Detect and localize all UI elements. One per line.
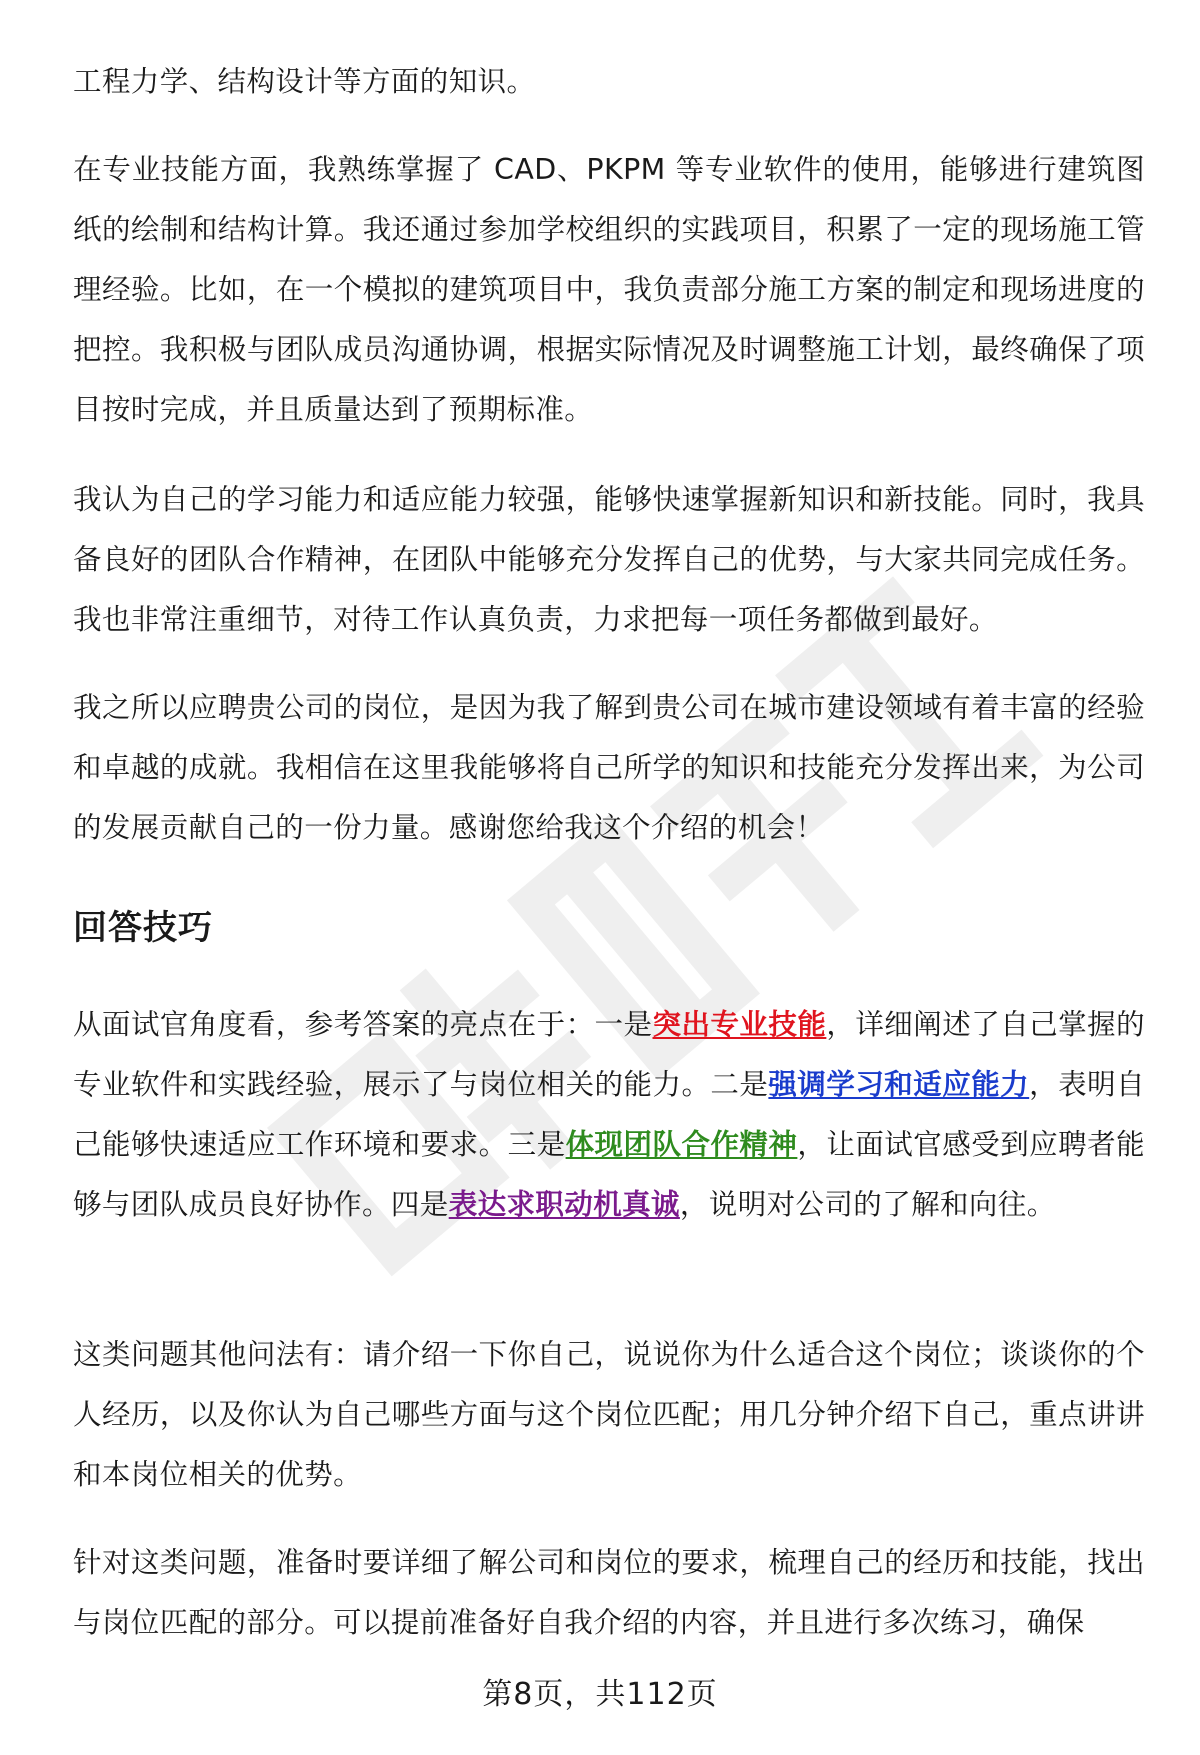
page-number: 第8页，共112页 bbox=[482, 1677, 718, 1712]
highlight-teamwork: 体现团队合作精神 bbox=[565, 1128, 798, 1161]
section-heading: 回答技巧 bbox=[73, 908, 213, 948]
paragraph-professional-skills: 在专业技能方面，我熟练掌握了 CAD、PKPM 等专业软件的使用，能够进行建筑图纸的绘制和结构计算。我还通过参加学校组织的实践项目，积累了一定的现场施工管理经验。比如，在一个模拟的建筑项目中，我负责部分施工方案的制定和现场进度的把控。我积极与团队成员沟通协调，根据实际情况及时调整施工计划，最终确保了项目按时完成，并且质量达到了预期标准。 bbox=[73, 153, 1145, 426]
tips-intro: 从面试官角度看，参考答案的亮点在于：一是 bbox=[73, 1008, 653, 1041]
highlight-learning-adaptability: 强调学习和适应能力 bbox=[768, 1068, 1030, 1101]
paragraph-answer-tips bbox=[73, 995, 1145, 1235]
tips-text-4: ，说明对公司的了解和向往。 bbox=[679, 1188, 1056, 1221]
tips-text-2: ，表明自己能够快速适应工作环境和要求。三是 bbox=[73, 1068, 1145, 1161]
paragraph-preparation-advice: 针对这类问题，准备时要详细了解公司和岗位的要求，梳理自己的经历和技能，找出与岗位匹配的部分。可以提前准备好自我介绍的内容，并且进行多次练习，确保 bbox=[73, 1546, 1145, 1639]
paragraph-motivation: 我之所以应聘贵公司的岗位，是因为我了解到贵公司在城市建设领域有着丰富的经验和卓越的成就。我相信在这里我能够将自己所学的知识和技能充分发挥出来，为公司的发展贡献自己的一份力量。感谢您给我这个介绍的机会！ bbox=[73, 691, 1145, 844]
tips-text-3: ，让面试官感受到应聘者能够与团队成员良好协作。四是 bbox=[73, 1128, 1145, 1221]
paragraph-intro-continuation: 工程力学、结构设计等方面的知识。 bbox=[73, 65, 536, 98]
highlight-professional-skills: 突出专业技能 bbox=[652, 1008, 827, 1041]
paragraph-learning-ability: 我认为自己的学习能力和适应能力较强，能够快速掌握新知识和新技能。同时，我具备良好的团队合作精神，在团队中能够充分发挥自己的优势，与大家共同完成任务。我也非常注重细节，对待工作认真负责，力求把每一项任务都做到最好。 bbox=[73, 483, 1145, 636]
tips-text-1: ，详细阐述了自己掌握的专业软件和实践经验，展示了与岗位相关的能力。二是 bbox=[73, 1008, 1146, 1101]
highlight-motivation: 表达求职动机真诚 bbox=[448, 1188, 680, 1221]
paragraph-alternative-questions: 这类问题其他问法有：请介绍一下你自己，说说你为什么适合这个岗位；谈谈你的个人经历，以及你认为自己哪些方面与这个岗位匹配；用几分钟介绍下自己，重点讲讲和本岗位相关的优势。 bbox=[73, 1338, 1145, 1491]
